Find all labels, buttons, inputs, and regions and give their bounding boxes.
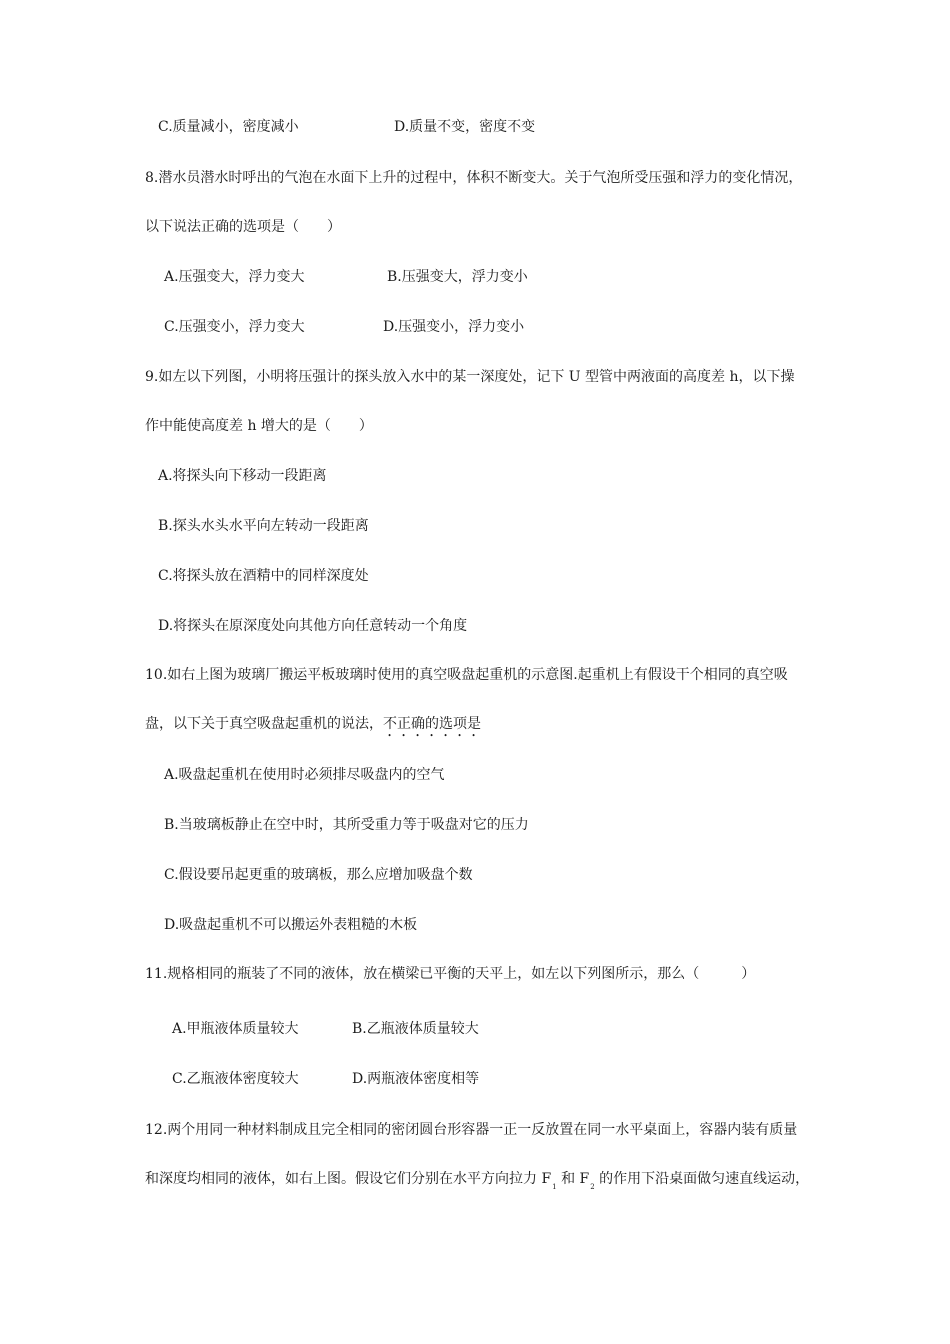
q8-option-a: A.压强变大，浮力变大 xyxy=(164,269,305,285)
q11-option-d: D.两瓶液体密度相等 xyxy=(352,1071,480,1087)
q8-stem-line1: 8.潜水员潜水时呼出的气泡在水面下上升的过程中，体积不断变大。关于气泡所受压强和浮力的变化情况， xyxy=(145,170,803,186)
q11-option-b: B.乙瓶液体质量较大 xyxy=(352,1021,479,1037)
q9-stem-line1: 9.如左以下列图，小明将压强计的探头放入水中的某一深度处，记下 U 型管中两液面的高度差 h，以下操 xyxy=(145,369,795,385)
q10-option-b: B.当玻璃板静止在空中时，其所受重力等于吸盘对它的压力 xyxy=(164,817,529,833)
q12-stem-line2-part3: 的作用下沿桌面做匀速直线运动， xyxy=(594,1171,810,1187)
q9-stem-line2: 作中能使高度差 h 增大的是（ ） xyxy=(145,418,373,434)
q8-option-c: C.压强变小，浮力变大 xyxy=(164,319,305,335)
q12-subscript-1: 1 xyxy=(552,1183,557,1191)
q9-option-a: A.将探头向下移动一段距离 xyxy=(158,468,327,484)
q11-option-c: C.乙瓶液体密度较大 xyxy=(172,1071,299,1087)
q9-option-d: D.将探头在原深度处向其他方向任意转动一个角度 xyxy=(158,618,468,634)
q11-stem-line1: 11.规格相同的瓶装了不同的液体，放在横梁已平衡的天平上，如左以下列图所示，那么（ ） xyxy=(145,966,756,982)
q12-subscript-2: 2 xyxy=(590,1183,595,1191)
q8-stem-line2: 以下说法正确的选项是（ ） xyxy=(145,219,341,235)
q8-option-d: D.压强变小，浮力变小 xyxy=(383,319,525,335)
q12-stem-line2-part2: 和 F xyxy=(556,1171,590,1187)
q12-stem-line2 xyxy=(145,1169,809,1197)
q9-option-b: B.探头水头水平向左转动一段距离 xyxy=(158,518,369,534)
q7-option-c: C.质量减小，密度减小 xyxy=(158,119,299,135)
q12-stem-line2-part1: 和深度均相同的液体，如右上图。假设它们分别在水平方向拉力 F xyxy=(145,1171,552,1187)
q10-option-a: A.吸盘起重机在使用时必须排尽吸盘内的空气 xyxy=(164,767,445,783)
q10-stem-line2-prefix: 盘，以下关于真空吸盘起重机的说法， xyxy=(145,716,383,732)
q8-option-b: B.压强变大，浮力变小 xyxy=(387,269,528,285)
q12-stem-line1: 12.两个用同一种材料制成且完全相同的密闭圆台形容器一正一反放置在同一水平桌面上，容器内装有质量 xyxy=(145,1122,798,1138)
q10-emphasized-phrase: 不正确的选项是 xyxy=(383,716,481,732)
q10-option-d: D.吸盘起重机不可以搬运外表粗糙的木板 xyxy=(164,917,418,933)
q10-stem-line1: 10.如右上图为玻璃厂搬运平板玻璃时使用的真空吸盘起重机的示意图.起重机上有假设干个相同的真空吸 xyxy=(145,667,788,683)
q10-option-c: C.假设要吊起更重的玻璃板，那么应增加吸盘个数 xyxy=(164,867,473,883)
q11-option-a: A.甲瓶液体质量较大 xyxy=(172,1021,299,1037)
q7-option-d: D.质量不变，密度不变 xyxy=(394,119,536,135)
q10-stem-line2 xyxy=(145,714,481,740)
q9-option-c: C.将探头放在酒精中的同样深度处 xyxy=(158,568,369,584)
